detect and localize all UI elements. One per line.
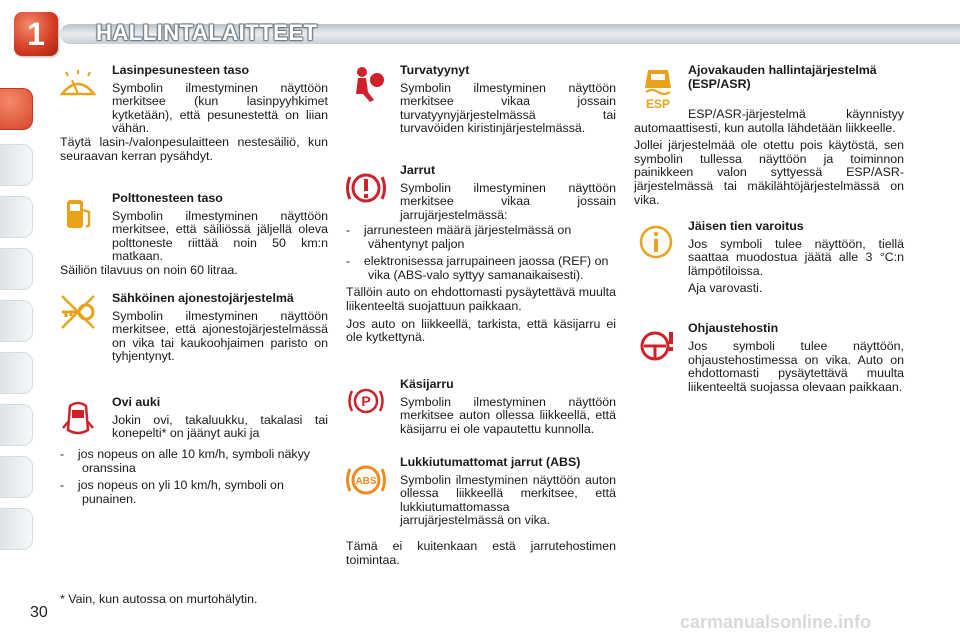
brakes-block xyxy=(400,164,616,226)
esp-icon-label: ESP xyxy=(645,97,671,110)
list-item: - jarrunesteen määrä järjestelmässä on vähentynyt paljon xyxy=(346,223,572,251)
fuel-title: Polttonesteen taso xyxy=(112,191,223,205)
esp-text: ESP/ASR-järjestelmä käynnistyy automaattisesti, kun autolla lähdetään liikkeelle. xyxy=(634,107,904,135)
handbrake-text: Symbolin ilmestyminen näyttöön merkitsee auton ollessa liikkeellä, että käsijarru ei ole vapautettu kunnolla. xyxy=(400,394,616,436)
door-text: Jokin ovi, takaluukku, takalasi tai konepelti* on jäänyt auki ja xyxy=(112,412,328,441)
brakes-list xyxy=(346,224,616,349)
esp-title: Ajovakauden hallintajärjestelmä (ESP/ASR) xyxy=(688,63,877,91)
door-title: Ovi auki xyxy=(112,395,161,409)
brakes-note-1: Tällöin auto on ehdottomasti pysäytettävä muulta liikenteeltä suojattuun paikkaan. xyxy=(346,285,616,313)
steering-block xyxy=(688,322,904,340)
list-item: - elektronisessa jarrupaineen jaossa (REF) on vika (ABS-valo syttyy samanaikaisesti). xyxy=(346,254,609,282)
esp-note: Jollei järjestelmää ole otettu pois käytöstä, sen symbolin tullessa näyttöön ja toiminnon painikkeen valon syttyessä ESP/ASR-järjestelmässä tai mäkilähtöjärjestelmässä on vika. xyxy=(634,138,904,207)
washer-text: Symbolin ilmestyminen näyttöön merkitsee (kun lasinpyyhkimet kytketään), että pesunestettä on liian vähän. xyxy=(112,80,328,136)
ice-text: Jos symboli tulee näyttöön, tiellä saattaa muodostua jäätä alle 3 °C:n lämpötiloissa. xyxy=(688,236,904,278)
handbrake-title: Käsijarru xyxy=(400,377,454,391)
abs-title: Lukkiutumattomat jarrut (ABS) xyxy=(400,455,581,469)
chapter-tab[interactable] xyxy=(0,508,33,550)
esp-text-block xyxy=(634,108,904,211)
page-header xyxy=(0,10,960,54)
fuel-pump-icon xyxy=(64,196,94,232)
washer-fluid-icon xyxy=(58,68,98,102)
list-item: - jos nopeus on alle 10 km/h, symboli näkyy oranssina xyxy=(60,447,311,475)
brakes-title: Jarrut xyxy=(400,163,436,177)
esp-icon xyxy=(640,66,676,110)
immobiliser-title: Sähköinen ajonestojärjestelmä xyxy=(112,291,294,305)
page-title: HALLINTALAITTEET xyxy=(96,20,318,45)
immobiliser-block xyxy=(112,292,328,368)
chapter-tab[interactable] xyxy=(0,248,33,290)
chapter-tabs xyxy=(0,66,34,576)
washer-note: Täytä lasin-/valonpesulaitteen nestesäiliö, kun seuraavan kerran pysähdyt. xyxy=(60,135,328,163)
ice-block xyxy=(688,220,904,300)
handbrake-block xyxy=(400,378,616,440)
brake-warning-icon xyxy=(344,168,388,208)
steering-text: Jos symboli tulee näyttöön, ohjaustehostimessa on vika. Auto on ehdottomasti pysäytettävä muulta liikenteeltä suojassa olevaan paikkaan. xyxy=(688,339,904,394)
abs-block xyxy=(400,456,616,532)
fuel-note: Säiliön tilavuus on noin 60 litraa. xyxy=(60,263,238,277)
ice-title: Jäisen tien varoitus xyxy=(688,219,804,233)
list-item: - jos nopeus on yli 10 km/h, symboli on punainen. xyxy=(60,478,284,506)
abs-text: Symbolin ilmestyminen näyttöön auton ollessa liikkeellä merkitsee, että lukkiutumattomassa jarrujärjestelmässä on vika. xyxy=(400,472,616,528)
abs-note: Tämä ei kuitenkaan estä jarrutehostimen toimintaa. xyxy=(346,539,616,567)
washer-block xyxy=(112,64,328,140)
svg-text:P: P xyxy=(361,393,371,409)
steering-title: Ohjaustehostin xyxy=(688,321,779,335)
chapter-tab[interactable] xyxy=(0,196,33,238)
airbag-icon xyxy=(350,64,386,104)
airbag-block xyxy=(400,64,616,140)
chapter-tab[interactable] xyxy=(0,300,33,342)
svg-text:ABS: ABS xyxy=(355,476,377,487)
door-open-icon xyxy=(62,400,94,440)
ice-warning-icon xyxy=(638,224,674,260)
ice-note: Aja varovasti. xyxy=(688,281,763,296)
chapter-tab[interactable] xyxy=(0,144,33,186)
door-list xyxy=(60,448,328,510)
chapter-tab[interactable] xyxy=(0,352,33,394)
steering-text-block xyxy=(634,340,904,398)
airbag-title: Turvatyynyt xyxy=(400,63,470,77)
chapter-tab[interactable] xyxy=(0,404,33,446)
brakes-text: Symbolin ilmestyminen näyttöön merkitsee vikaa jossain jarrujärjestelmässä: xyxy=(400,180,616,222)
chapter-tab[interactable] xyxy=(0,456,33,498)
fuel-block xyxy=(112,192,328,268)
parking-brake-icon xyxy=(346,384,386,418)
airbag-text: Symbolin ilmestyminen näyttöön merkitsee vikaa jossain turvatyynyjärjestelmässä tai turvavöiden kiristinjärjestelmässä. xyxy=(400,80,616,136)
brakes-note-2: Jos auto on liikkeellä, tarkista, että käsijarru ei ole kytkettynä. xyxy=(346,316,616,345)
door-block xyxy=(112,396,328,445)
immobiliser-key-icon xyxy=(56,292,100,332)
footnote: * Vain, kun autossa on murtohälytin. xyxy=(60,592,258,606)
chapter-tab-active[interactable] xyxy=(0,88,33,130)
page-number: 30 xyxy=(30,604,48,621)
immobiliser-text: Symbolin ilmestyminen näyttöön merkitsee, että ajonestojärjestelmässä on vika tai kaukoohjaimen paristo on tyhjentynyt. xyxy=(112,308,328,364)
abs-icon xyxy=(344,462,388,498)
washer-title: Lasinpesunesteen taso xyxy=(112,63,250,77)
chapter-number: 1 xyxy=(14,12,58,56)
watermark: carmanualsonline.info xyxy=(680,612,872,632)
fuel-text: Symbolin ilmestyminen näyttöön merkitsee, että säiliössä jäljellä oleva polttoneste riittää noin 50 km:n matkaan. xyxy=(112,208,328,264)
esp-block xyxy=(688,64,904,95)
